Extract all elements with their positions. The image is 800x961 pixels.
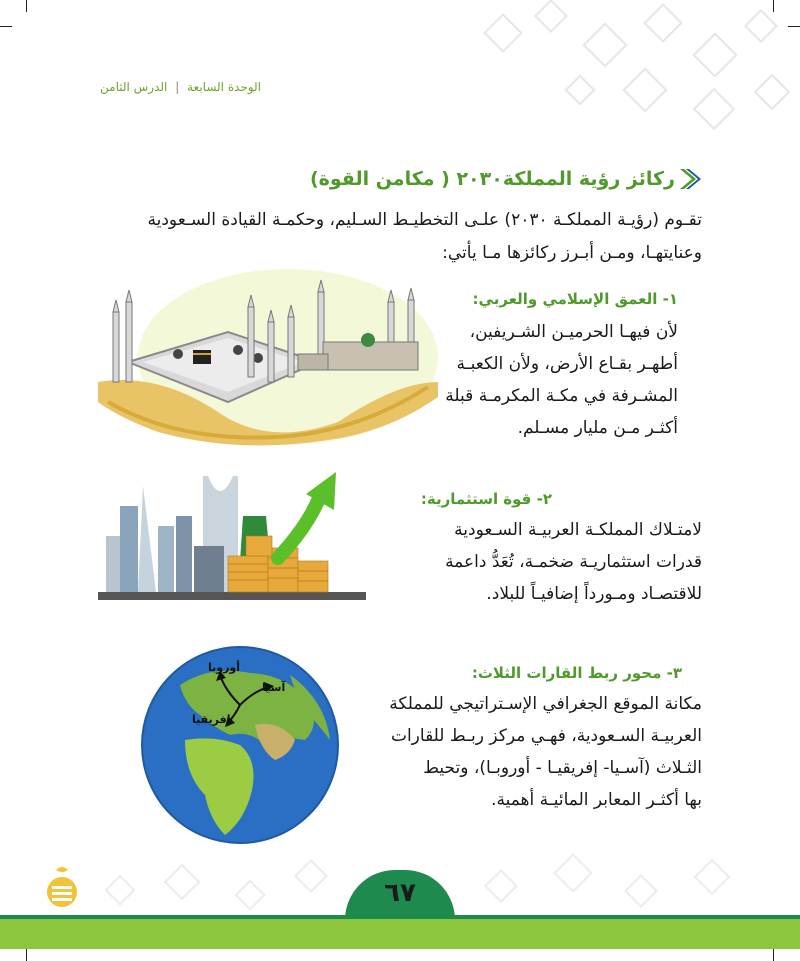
crop-mark (26, 0, 27, 12)
section-body-continents-hub (282, 688, 702, 816)
intro-line: تقـوم (رؤيـة المملكـة ٢٠٣٠) علـى التخطيـط السـليم، وحكمـة القيادة السـعودية (147, 210, 702, 230)
breadcrumb (100, 80, 261, 94)
page-title: ركائز رؤية المملكة٢٠٣٠ ( مكامن القوة) (309, 168, 675, 190)
section-title-investment-power: ٢- قوة استثمارية: (420, 490, 552, 508)
section-body-investment-power (382, 514, 702, 610)
crop-mark (0, 26, 12, 27)
asia-label: آسيا (262, 681, 286, 694)
section-line: العربيـة السـعودية، فهـي مركز ربـط للقارات (390, 726, 702, 746)
section-line: الثـلاث (آسـيا- إفريقيـا - أوروبـا)، وتحيط (423, 758, 702, 778)
section-line: مكانة الموقع الجغرافي الإسـتراتيجي للمملكة (389, 694, 702, 714)
section-line: قدرات استثماريـة ضخمـة، تُعَدُّ داعمة (445, 552, 702, 572)
europe-label: أوروبا (208, 661, 241, 674)
globe-illustration (140, 645, 340, 845)
africa-label: إفريقيا (192, 713, 231, 726)
section-line: بها أكثـر المعابر المائيـة أهمية. (491, 790, 702, 810)
footer-bar (0, 919, 800, 949)
crop-mark (773, 949, 774, 961)
holy-mosques-illustration (98, 262, 438, 452)
unit-label: الوحدة السابعة (187, 80, 262, 94)
section-line: أكثـر مـن مليار مسـلم. (517, 418, 678, 438)
section-title-continents-hub: ٣- محور ربط القارات الثلاث: (471, 664, 682, 682)
breadcrumb-separator: | (175, 80, 180, 94)
section-title-islamic-depth: ١- العمق الإسلامي والعربي: (472, 290, 678, 308)
lesson-label: الدرس الثامن (100, 80, 168, 94)
publisher-logo-icon (42, 864, 82, 910)
intro-paragraph (102, 204, 702, 270)
section-line: للاقتصـاد ومـورداً إضافيـاً للبلاد. (486, 584, 702, 604)
decorative-pattern (450, 0, 800, 150)
investment-illustration (98, 466, 366, 602)
section-line: المشـرفة في مكـة المكرمـة قبلة (445, 386, 678, 406)
section-line: أطهـر بقـاع الأرض، ولأن الكعبـة (456, 354, 678, 374)
crop-mark (26, 949, 27, 961)
section-line: لأن فيهـا الحرميـن الشـريفين، (469, 322, 678, 342)
chevron-right-icon (677, 166, 701, 192)
section-line: لامتـلاك المملكـة العربيـة السـعودية (454, 520, 702, 540)
intro-line: وعنايتهـا، ومـن أبـرز ركائزها مـا يأتي: (442, 243, 702, 263)
page-number: ٦٧ (384, 878, 416, 908)
